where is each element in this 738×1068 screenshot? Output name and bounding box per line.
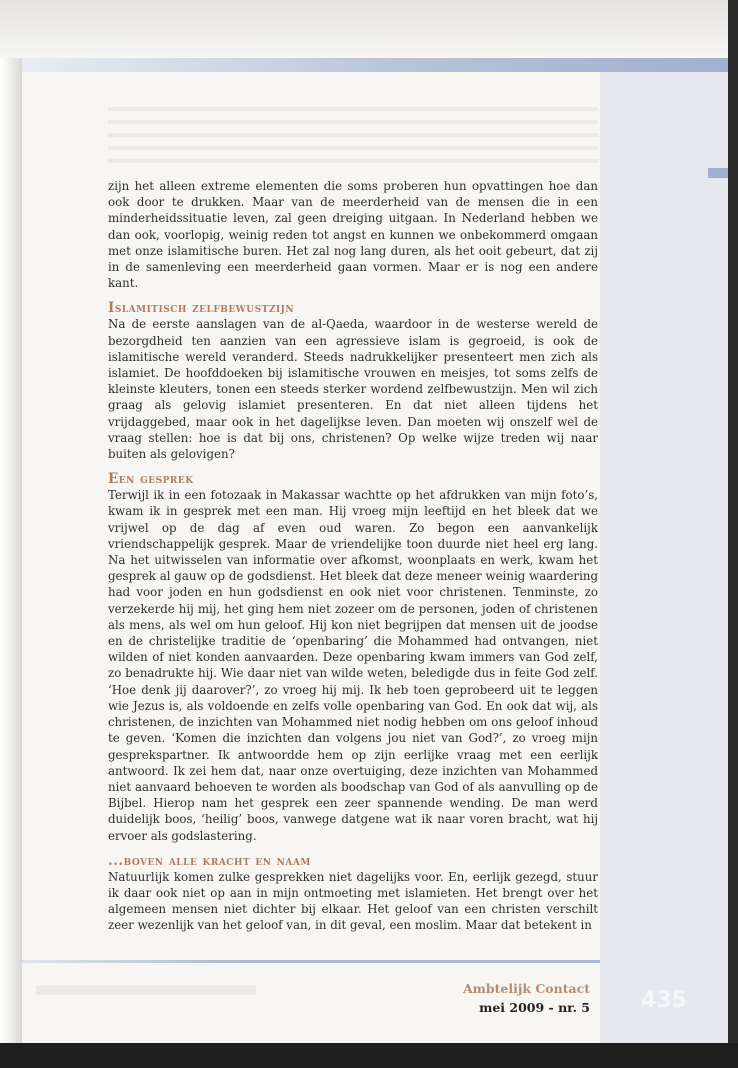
journal-title: Ambtelijk Contact (462, 981, 590, 996)
scan-border-bottom (0, 1043, 738, 1068)
side-tab-marker (708, 168, 728, 178)
scan-border-right (728, 0, 738, 1068)
section-paragraph-islamitisch-zelfbewustzijn: Na de eerste aanslagen van de al-Qaeda, waardoor in de westerse wereld de bezorgdheid ten aanzien van een agressieve islam is gegroeid, is ook de islamitische wereld veranderd. Steeds nadrukkelijker presenteert men zich als islamiet. De hoofddoeken bij islamitische vrouwen en meisjes, tot soms zelfs de kleinste kleuters, tonen een steeds sterker wordend zelfbewustzijn. Men wil zich graag als gelovig islamiet presenteren. En dat niet alleen tijdens het vrijdaggebed, maar ook in het dagelijkse leven. Dan moeten wij onszelf wel de vraag stellen: hoe is dat bij ons, christenen? Op welke wijze treden wij naar buiten als gelovigen? (108, 317, 598, 462)
page-top-shade (0, 0, 738, 58)
page-gutter-shadow (0, 0, 22, 1068)
footer-rule (22, 960, 600, 963)
section-heading-een-gesprek: Een gesprek (108, 471, 194, 488)
side-panel (600, 58, 728, 1043)
section-heading-boven-alle-kracht: ...boven alle kracht en naam (108, 852, 311, 869)
intro-paragraph: zijn het alleen extreme elementen die soms proberen hun opvattingen hoe dan ook door te drukken. Maar van de meerderheid van de mensen die in een minderheidssituatie leven, zal geen dreiging uitgaan. In Nederland hebben we dan ook, voorlopig, weinig reden tot angst en kunnen we onbekommerd omgaan met onze islamitische buren. Het zal nog lang duren, als het ooit gebeurt, dat zij in de samenleving een meerderheid gaan vormen. Maar er is nog een andere kant. (108, 179, 598, 291)
page-number: 435 (641, 988, 687, 1013)
section-paragraph-een-gesprek: Terwijl ik in een fotozaak in Makassar wachtte op het afdrukken van mijn foto’s, kwam ik in gesprek met een man. Hij vroeg mijn leeftijd en het bleek dat we vrijwel op de dag af even oud waren. Zo begon een aanvankelijk vriendschappelijk gesprek. Maar de vriendelijke toon duurde niet heel erg lang. Na het uitwisselen van informatie over afkomst, woonplaats en werk, kwam het gesprek al gauw op de godsdienst. Het bleek dat deze meneer weinig waardering had voor joden en hun godsdienst en ook niet voor christenen. Tenminste, zo verzekerde hij mij, het ging hem niet zozeer om de personen, joden of christenen als mens, als wel om hun geloof. Hij kon niet begrijpen dat mensen uit de joodse en de christelijke traditie de ‘openbaring’ die Mohammed had ontvangen, niet wilden of niet konden aanvaarden. Deze openbaring kwam immers van God zelf, zo benadrukte hij. Wie daar niet van wilde weten, beledigde dus in feite God zelf. ‘Hoe denk jij daarover?’, zo vroeg hij mij. Ik heb toen geprobeerd uit te leggen wie Jezus is, als voldoende en zelfs volle openbaring van God. En ook dat wij, als christenen, de inzichten van Mohammed niet nodig hebben om ons geloof inhoud te geven. ‘Komen die inzichten dan volgens jou niet van God?’, zo vroeg mijn gesprekspartner. Ik antwoordde hem op zijn eerlijke vraag met een eerlijk antwoord. Ik zei hem dat, naar onze overtuiging, deze inzichten van Mohammed niet aanvaard behoeven te worden als boodschap van God of als aanvulling op de Bijbel. Hierop nam het gesprek een zeer spannende wending. De man werd duidelijk boos, ‘heilig’ boos, vanwege datgene wat ik naar voren bracht, wat hij ervoer als godslastering. (108, 488, 598, 843)
article-body (108, 178, 598, 934)
show-through-text (108, 98, 598, 164)
issue-label: mei 2009 - nr. 5 (479, 1000, 590, 1015)
section-heading-islamitisch-zelfbewustzijn: Islamitisch zelfbewustzijn (108, 300, 295, 317)
section-paragraph-boven-alle-kracht: Natuurlijk komen zulke gesprekken niet dagelijks voor. En, eerlijk gezegd, stuur ik daar ook niet op aan in mijn ontmoeting met islamieten. Het brengt over het algemeen mensen niet dichter bij elkaar. Het geloof van een christen verschilt zeer wezenlijk van het geloof van, in dit geval, een moslim. Maar dat betekent in (108, 869, 598, 933)
header-color-band (22, 58, 728, 72)
footer-show-through (36, 985, 256, 995)
